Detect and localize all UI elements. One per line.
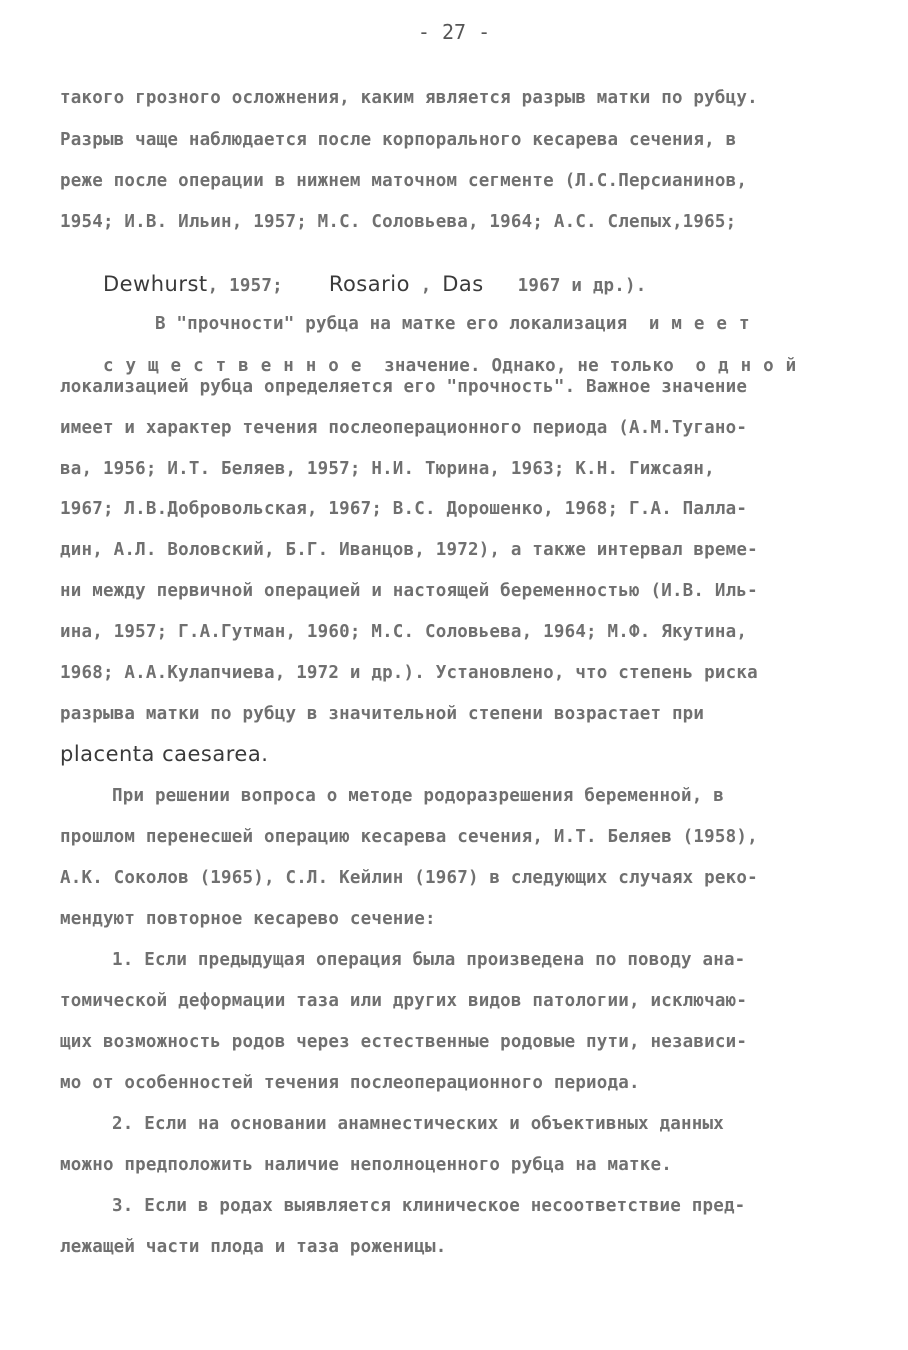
handwritten-term: placenta caesarea.	[60, 742, 269, 766]
handwritten-name: Rosario	[328, 272, 410, 296]
spaced-word: одной	[695, 356, 809, 376]
text-line: ва, 1956; И.Т. Беляев, 1957; Н.И. Тюрина, 1963; К.Н. Гижсаян,	[60, 459, 715, 479]
text-line: томической деформации таза или других видов патологии, исключаю-	[60, 991, 748, 1011]
text-line: разрыва матки по рубцу в значительной степени возрастает при	[60, 704, 705, 724]
text-line: ни между первичной операцией и настоящей беременностью (И.В. Иль-	[60, 581, 758, 601]
text-line: реже после операции в нижнем маточном сегменте (Л.С.Персианинов,	[60, 171, 748, 191]
text-line: такого грозного осложнения, каким является разрыв матки по рубцу.	[60, 88, 758, 108]
list-item: 1. Если предыдущая операция была произведена по поводу ана-	[112, 950, 746, 970]
list-item: 2. Если на основании анамнестических и объективных данных	[112, 1114, 724, 1134]
text-line: ина, 1957; Г.А.Гутман, 1960; М.С. Соловьева, 1964; М.Ф. Якутина,	[60, 622, 748, 642]
handwritten-name: Das	[442, 272, 484, 296]
text-line: мо от особенностей течения послеоперационного периода.	[60, 1073, 640, 1093]
text-fragment: 1967 и др.).	[517, 276, 647, 296]
text-line: Разрыв чаще наблюдается после корпорального кесарева сечения, в	[60, 130, 737, 150]
text-line: 1968; А.А.Кулапчиева, 1972 и др.). Установлено, что степень риска	[60, 663, 758, 683]
text-line: При решении вопроса о методе родоразрешения беременной, в	[112, 786, 724, 806]
spaced-word: существенное	[102, 356, 374, 376]
text-fragment: В "прочности" рубца на матке его локализация	[154, 314, 628, 334]
text-line: щих возможность родов через естественные родовые пути, независи-	[60, 1032, 748, 1052]
text-line: имеет и характер течения послеоперационного периода (А.М.Тугано-	[60, 418, 748, 438]
text-fragment: ,	[420, 276, 432, 296]
handwritten-name: Dewhurst	[102, 272, 208, 296]
text-line: 1954; И.В. Ильин, 1957; М.С. Соловьева, 1964; А.С. Слепых,1965;	[60, 212, 737, 232]
text-fragment: , 1957;	[207, 276, 283, 296]
text-line: прошлом перенесшей операцию кесарева сечения, И.Т. Беляев (1958),	[60, 827, 758, 847]
text-line: мендуют повторное кесарево сечение:	[60, 909, 436, 929]
text-line: А.К. Соколов (1965), С.Л. Кейлин (1967) в следующих случаях реко-	[60, 868, 758, 888]
list-item: 3. Если в родах выявляется клиническое несоответствие пред-	[112, 1196, 746, 1216]
text-line: лежащей части плода и таза роженицы.	[60, 1237, 447, 1257]
text-fragment: значение. Однако, не только	[384, 356, 675, 376]
text-line: можно предположить наличие неполноценного рубца на матке.	[60, 1155, 672, 1175]
text-line: локализацией рубца определяется его "прочность". Важное значение	[60, 377, 748, 397]
text-line: 1967; Л.В.Добровольская, 1967; В.С. Дорошенко, 1968; Г.А. Палла-	[60, 499, 748, 519]
page-number: - 27 -	[417, 20, 491, 44]
text-line: дин, А.Л. Воловский, Б.Г. Иванцов, 1972), а также интервал време-	[60, 540, 758, 560]
spaced-word: имеет	[648, 314, 762, 334]
